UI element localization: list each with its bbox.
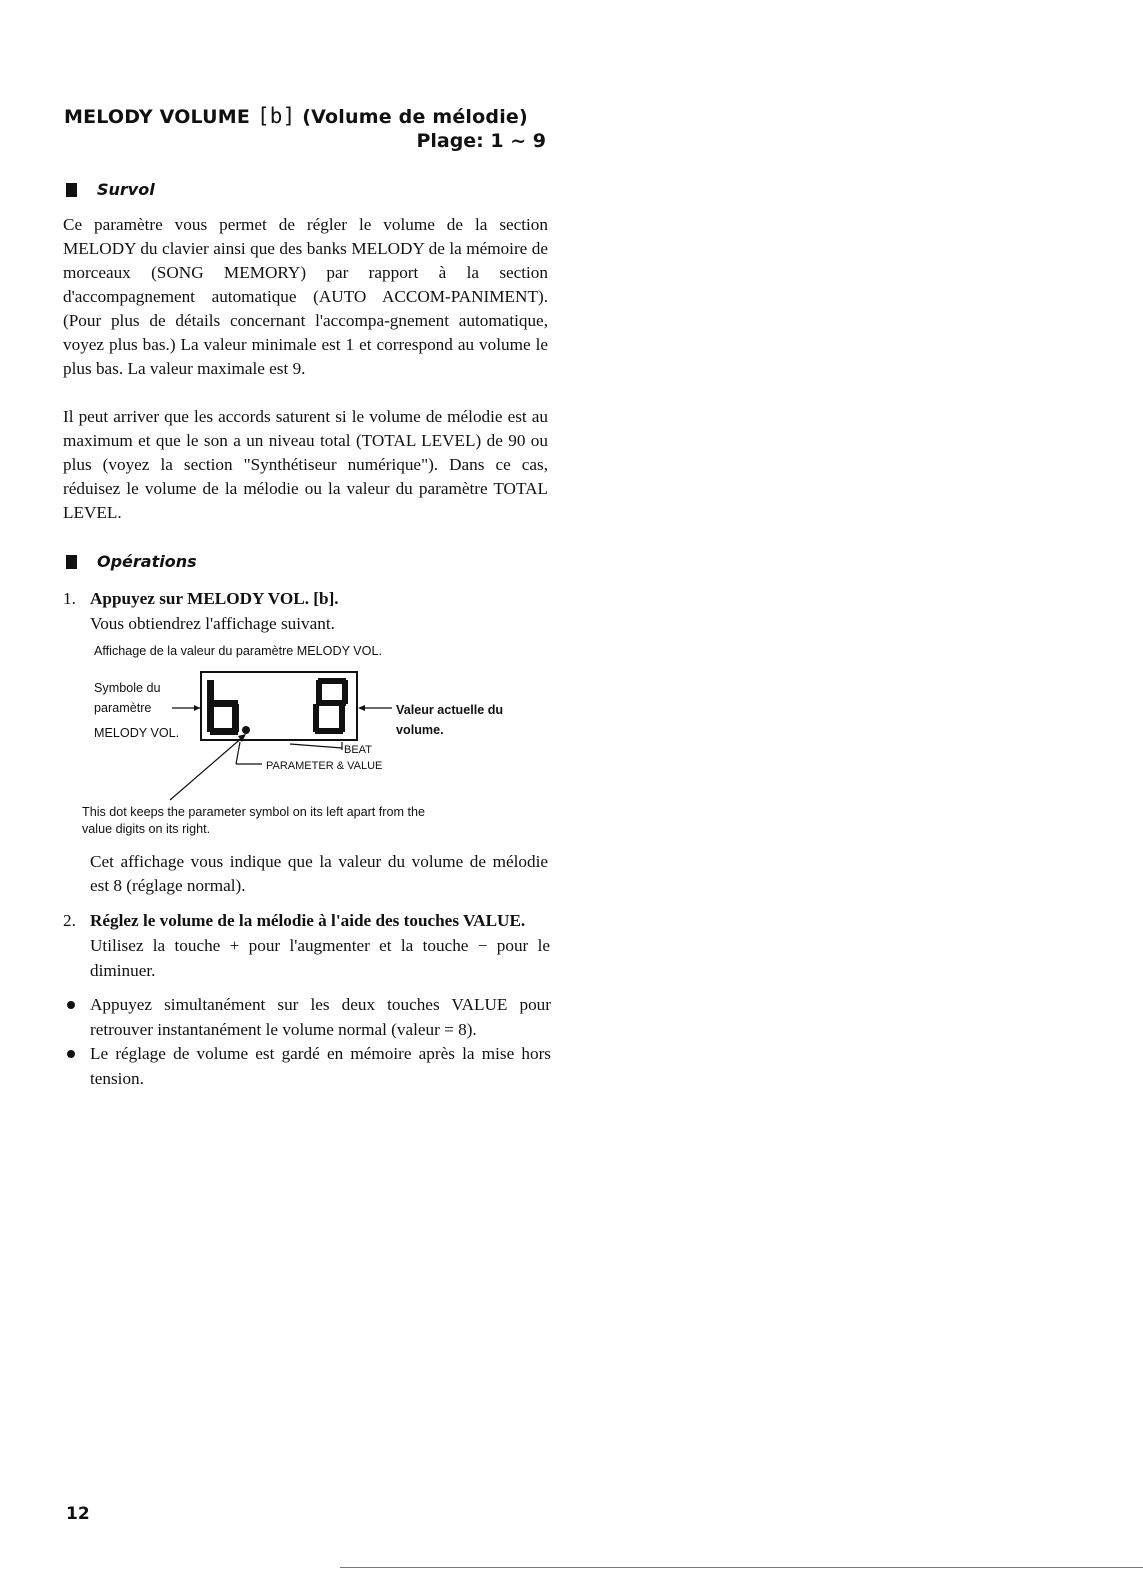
lcd-digit-right <box>313 678 348 734</box>
list-item: Appuyez simultanément sur les deux touches VALUE pour retrouver instantanément le volume normal (valeur = 8). <box>63 992 553 1042</box>
title-symbol: [b] <box>256 104 296 128</box>
title-suffix: (Volume de mélodie) <box>302 106 528 128</box>
title-main: MELODY VOLUME <box>64 106 251 128</box>
figure-note: This dot keeps the parameter symbol on its left apart from the value digits on its right. <box>82 805 425 836</box>
label-parameter-value: PARAMETER & VALUE <box>266 760 383 772</box>
step-title: Réglez le volume de la mélodie à l'aide des touches VALUE. <box>90 911 526 930</box>
label-beat: BEAT <box>344 744 372 756</box>
step-title: Appuyez sur MELODY VOL. [b]. <box>90 589 339 608</box>
label-current-value-1: Valeur actuelle du <box>396 703 504 717</box>
step-text: Vous obtiendrez l'affichage suivant. <box>90 614 335 633</box>
range-label: Plage: 1 ~ 9 <box>416 130 546 152</box>
page-number: 12 <box>66 1504 90 1524</box>
section-heading-survol: Survol <box>66 180 155 199</box>
list-item: Le réglage de volume est gardé en mémoire après la mise hors tension. <box>63 1041 553 1091</box>
label-parameter-symbol-2: paramètre <box>94 701 152 715</box>
footer-rule <box>340 1567 1143 1568</box>
after-display-text: Cet affichage vous indique que la valeur du volume de mélodie est 8 (réglage normal). <box>90 852 548 895</box>
label-parameter-symbol-3: MELODY VOL. <box>94 726 180 740</box>
figure-caption: Affichage de la valeur du paramètre MELODY VOL. <box>94 644 382 658</box>
step-number: 1. <box>63 589 76 608</box>
label-parameter-symbol-1: Symbole du <box>94 681 161 695</box>
lcd-digit-left <box>207 680 239 735</box>
step-number: 2. <box>63 911 76 930</box>
step-2 <box>63 908 553 983</box>
survol-paragraph-1: Ce paramètre vous permet de régler le volume de la section MELODY du clavier ainsi que des banks MELODY de la mémoire de morceaux (SONG MEMORY) par rapport à la section d'accompagnement automatique (AUTO ACCOM-PANIMENT). (Pour plus de détails concernant l'accompa-gnement automatique, voyez plus bas.) La valeur minimale est 1 et correspond au volume le plus bas. La valeur maximale est 9. <box>63 215 548 378</box>
step-text: Utilisez la touche + pour l'augmenter et la touche − pour le diminuer. <box>90 936 550 980</box>
separator-dot <box>242 726 250 734</box>
bullet-dot-icon <box>67 1050 75 1058</box>
section-heading-operations: Opérations <box>66 552 197 571</box>
bullet-dot-icon <box>67 1001 75 1009</box>
survol-paragraph-2: Il peut arriver que les accords saturent si le volume de mélodie est au maximum et que le son a un niveau total (TOTAL LEVEL) de 90 ou plus (voyez la section "Synthétiseur numérique"). Dans ce cas, réduisez le volume de la mélodie ou la valeur du paramètre TOTAL LEVEL. <box>63 407 548 522</box>
label-current-value-2: volume. <box>396 723 444 737</box>
